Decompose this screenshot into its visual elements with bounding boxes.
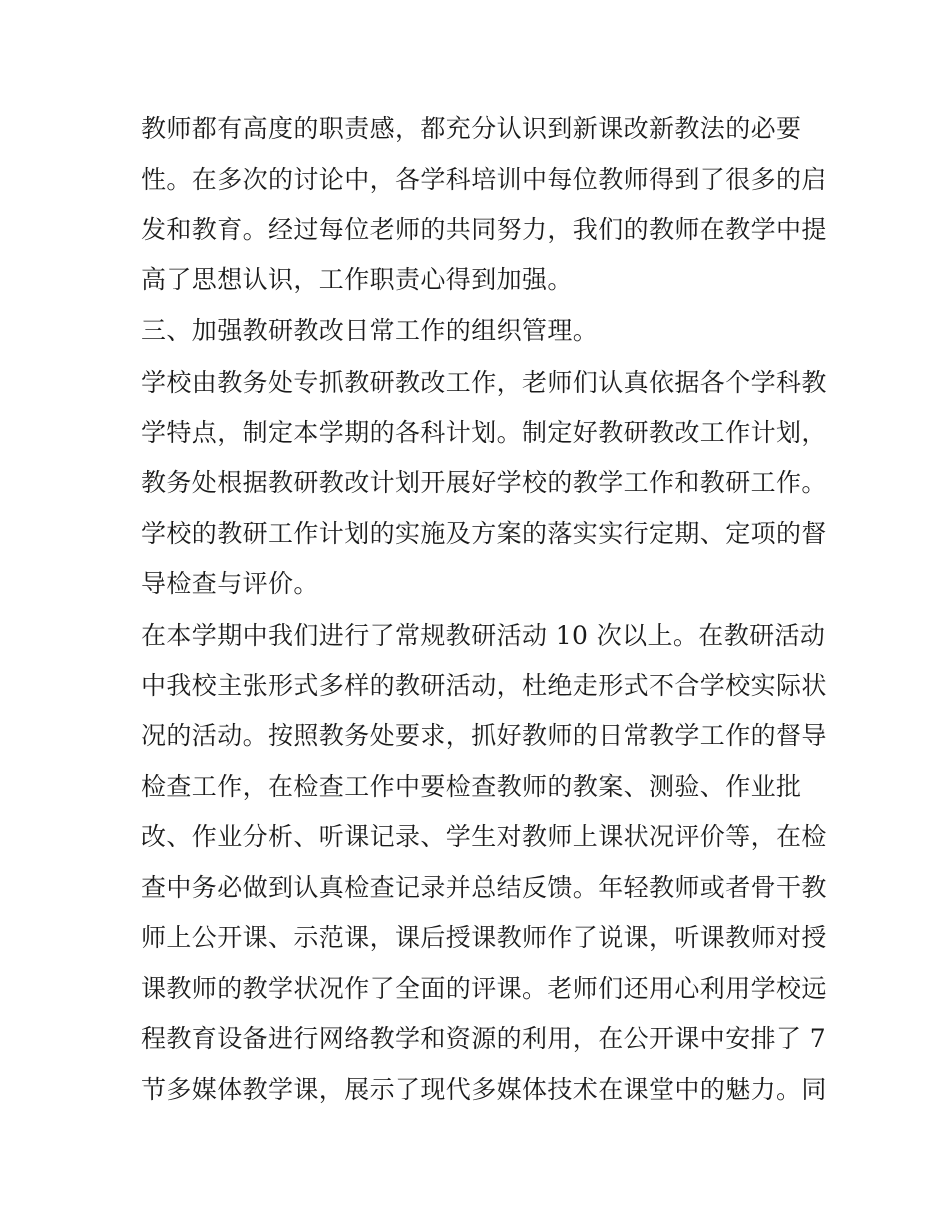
text-line: 高了思想认识，工作职责心得到加强。 [141,265,573,294]
text-line: 况的活动。按照教务处要求，抓好教师的日常教学工作的督导 [141,721,827,750]
text-line: 性。在多次的讨论中，各学科培训中每位教师得到了很多的启 [141,165,827,194]
text-line: 发和教育。经过每位老师的共同努力，我们的教师在教学中提 [141,215,827,244]
text-line: 节多媒体教学课，展示了现代多媒体技术在课堂中的魅力。同 [141,1075,827,1104]
text-line: 检查工作，在检查工作中要检查教师的教案、测验、作业批 [141,772,802,801]
section-heading: 三、加强教研教改日常工作的组织管理。 [141,316,599,345]
text-line: 改、作业分析、听课记录、学生对教师上课状况评价等，在检 [141,822,827,851]
text-line: 查中务必做到认真检查记录并总结反馈。年轻教师或者骨干教 [141,873,827,902]
text-line: 师上公开课、示范课，课后授课教师作了说课，听课教师对授 [141,923,827,952]
text-line: 学校的教研工作计划的实施及方案的落实实行定期、定项的督 [141,519,827,548]
text-line: 程教育设备进行网络教学和资源的利用，在公开课中安排了 7 [141,1024,827,1053]
text-line: 学特点，制定本学期的各科计划。制定好教研教改工作计划， [141,418,827,447]
text-line: 在本学期中我们进行了常规教研活动 10 次以上。在教研活动 [141,621,826,650]
text-line: 课教师的教学状况作了全面的评课。老师们还用心利用学校远 [141,974,827,1003]
text-line: 导检查与评价。 [141,569,319,598]
text-line: 中我校主张形式多样的教研活动，杜绝走形式不合学校实际状 [141,671,827,700]
text-line: 教务处根据教研教改计划开展好学校的教学工作和教研工作。 [141,468,827,497]
text-line: 教师都有高度的职责感，都充分认识到新课改新教法的必要 [141,114,802,143]
text-line: 学校由教务处专抓教研教改工作，老师们认真依据各个学科教 [141,368,827,397]
